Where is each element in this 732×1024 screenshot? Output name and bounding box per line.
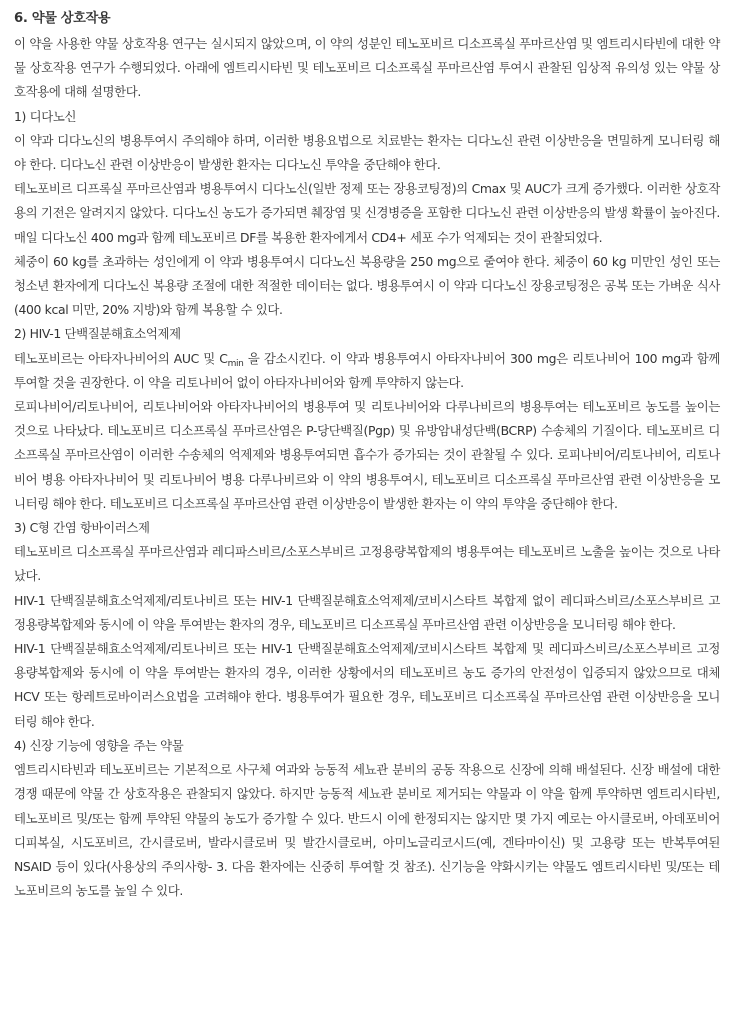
subsection-heading-renal-drugs: 4) 신장 기능에 영향을 주는 약물 — [14, 737, 184, 753]
didanosine-paragraph-2: 테노포비르 디프록실 푸마르산염과 병용투여시 디다노신(일반 정제 또는 장용코팅정)의 Cmax 및 AUC가 크게 증가했다. 이러한 상호작용의 기전은 알려지지 않았다. 디다노신 농도가 증가되면 췌장염 및 신경병증을 포함한 디다노신 관련 이상반응의 발생 확률이 높아진다. 매일 디다노신 400 mg과 함께 테노포비르 DF를 복용한 환자에게서 CD4+ 세포 수가 억제되는 것이 관찰되었다. — [14, 181, 720, 245]
cmin-subscript: min — [227, 358, 244, 369]
hcv-paragraph-2: HIV-1 단백질분해효소억제제/리토나비르 또는 HIV-1 단백질분해효소억제제/코비시스타트 복합제 없이 레디파스비르/소포스부비르 고정용량복합제와 동시에 이 약을 투여받는 환자의 경우, 테노포비르 디소프록실 푸마르산염 관련 이상반응을 모니터링 해야 한다. — [14, 592, 720, 632]
hcv-paragraph-3: HIV-1 단백질분해효소억제제/리토나비르 또는 HIV-1 단백질분해효소억제제/코비시스타트 복합제 및 레디파스비르/소포스부비르 고정용량복합제와 동시에 이 약을 투여받는 환자의 경우, 이러한 상황에서의 테노포비르 농도 증가의 안전성이 입증되지 않았으므로 대체 HCV 또는 항레트로바이러스요법을 고려해야 한다. 병용투여가 필요한 경우, 테노포비르 디소프록실 푸마르산염 관련 이상반응을 모니터링 해야 한다. — [14, 641, 720, 729]
protease-paragraph-1 — [14, 347, 720, 395]
subsection-heading-didanosine: 1) 디다노신 — [14, 108, 77, 124]
subsection-heading-protease-inhibitors: 2) HIV-1 단백질분해효소억제제 — [14, 326, 181, 342]
protease-paragraph-2: 로피나비어/리토나비어, 리토나비어와 아타자나비어의 병용투여 및 리토나비어와 다루나비르의 병용투여는 테노포비르 농도를 높이는 것으로 나타났다. 테노포비르 디소프록실 푸마르산염은 P-당단백질(Pgp) 및 유방암내성단백(BCRP) 수송체의 기질이다. 테노포비르 디소프록실 푸마르산염이 이러한 수송체의 억제제와 병용투여되면 흡수가 증가되는 것이 관찰될 수 있다. 로피나비어/리토나비어, 리토나비어 병용 아타자나비어 및 리토나비어 병용 다루나비르와 이 약의 병용투여시, 테노포비르 디소프록실 푸마르산염 관련 이상반응을 모니터링 해야 한다. 테노포비르 디소프록실 푸마르산염 관련 이상반응이 발생한 환자는 이 약의 투약을 중단해야 한다. — [14, 399, 720, 511]
protease-paragraph-1-start: 테노포비르는 아타자나비어의 AUC 및 C — [14, 350, 228, 366]
didanosine-paragraph-1: 이 약과 디다노신의 병용투여시 주의해야 하며, 이러한 병용요법으로 치료받는 환자는 디다노신 관련 이상반응을 면밀하게 모니터링 해야 한다. 디다노신 관련 이상반응이 발생한 환자는 디다노신 투약을 중단해야 한다. — [14, 132, 720, 173]
intro-paragraph: 이 약을 사용한 약물 상호작용 연구는 실시되지 않았으며, 이 약의 성분인 테노포비르 디소프록실 푸마르산염 및 엠트리시타빈에 대한 약물 상호작용 연구가 수행되었다. 아래에 엠트리시타빈 및 테노포비르 디소프록실 푸마르산염 투여시 관찰된 임상적 유의성 있는 약물 상호작용에 대해 설명한다. — [14, 36, 720, 100]
section-title: 6. 약물 상호작용 — [14, 11, 111, 26]
didanosine-paragraph-3: 체중이 60 kg를 초과하는 성인에게 이 약과 병용투여시 디다노신 복용량을 250 mg으로 줄여야 한다. 체중이 60 kg 미만인 성인 또는 청소년 환자에게 디다노신 복용량 조절에 대한 적절한 데이터는 없다. 병용투여시 이 약과 디다노신 장용코팅정은 공복 또는 가벼운 식사(400 kcal 미만, 20% 지방)와 함께 복용할 수 있다. — [14, 253, 720, 318]
renal-paragraph-1: 엠트리시타빈과 테노포비르는 기본적으로 사구체 여과와 능동적 세뇨관 분비의 공동 작용으로 신장에 의해 배설된다. 신장 배설에 대한 경쟁 때문에 약물 간 상호작용은 관찰되지 않았다. 하지만 능동적 세뇨관 분비로 제거되는 약물과 이 약을 함께 투약하면 엠트리시타빈, 테노포비르 및/또는 함께 투약된 약물의 농도가 증가할 수 있다. 반드시 이에 한정되지는 않지만 몇 가지 예로는 아시클로버, 아데포비어 디피복실, 시도포비르, 간시클로버, 발라시클로버 및 발간시클로버, 아미노글리코시드(예, 겐타마이신) 및 고용량 또는 반복투여된 NSAID 등이 있다(사용상의 주의사항- 3. 다음 환자에는 신중히 투여할 것 참조). 신기능을 약화시키는 약물도 엠트리시타빈 및/또는 테노포비르의 농도를 높일 수 있다. — [14, 762, 720, 899]
protease-paragraph-1-end: 을 감소시킨다. 이 약과 병용투여시 아타자나비어 300 mg은 리토나비어 100 mg과 함께 투여할 것을 권장한다. 이 약을 리토나비어 없이 아타자나비어와 함께 투약하지 않는다. — [14, 350, 720, 390]
hcv-paragraph-1: 테노포비르 디소프록실 푸마르산염과 레디파스비르/소포스부비르 고정용량복합제의 병용투여는 테노포비르 노출을 높이는 것으로 나타났다. — [14, 544, 720, 584]
subsection-heading-hcv-antivirals: 3) C형 간염 항바이러스제 — [14, 520, 150, 536]
